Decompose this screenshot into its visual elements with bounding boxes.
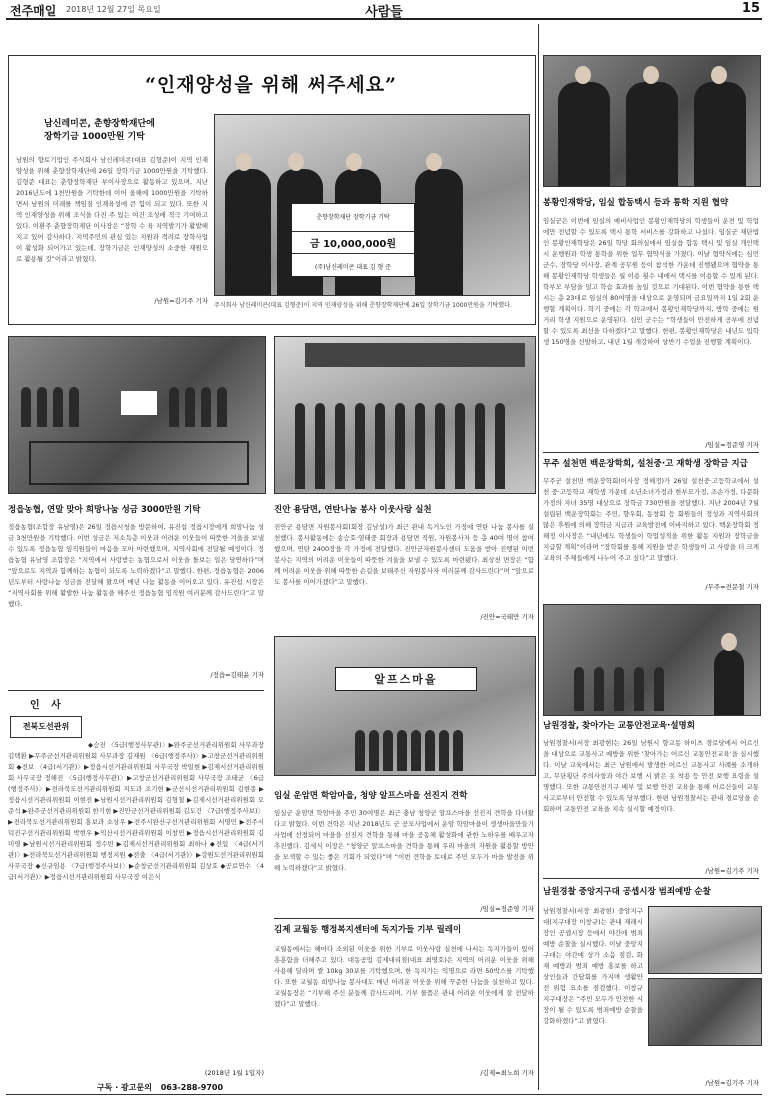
row2-mid-headline: 진안 용담면, 연탄나눔 봉사 이웃사랑 실천: [274, 505, 432, 515]
visitor-figure: [397, 730, 407, 771]
row4-mid-body: 교월동에서는 해마다 소외된 이웃을 위한 기부로 이웃사랑 실천에 나서는 독지가들이 있어 훈훈함을 더해주고 있다. 대동공업 김제대리점(대표 최명호)은 지역의 어려운 이웃을 위해 사용해 달라며 쌀 10kg 30포를 기탁했으며, 한 독지가는 익명으로 라면 50박스를 기탁했다. 또한 교월동 희망나눔 봉사대도 매년 어려운 이웃을 위해 꾸준한 나눔을 실천하고 있다. 교월동장은 “기부해 주신 분들께 감사드리며, 기부 물품은 관내 어려운 이웃에게 잘 전달하겠다”고 말했다.: [274, 945, 534, 1008]
row3-mid-photo: [274, 636, 536, 776]
volunteer-figure: [295, 403, 305, 489]
row4-mid-headline: 김제 교월동 행정복지센터에 독지가들 기부 릴레이: [274, 925, 462, 935]
volunteer-figure: [435, 403, 445, 489]
volunteer-figure: [395, 403, 405, 489]
lead-body: 남원의 향토기업인 주식회사 남신레미콘(대표 김형준)이 지역 인재양성을 위해 춘향장학재단에 26일 장학기금 1000만원을 기탁했다. 김형준 대표는 춘향장학재단 부이사장으로 활동하고 있으며, 지난 2016년도에 1천만원을 기탁한데 이어 올해에 1000만원을 기탁하면서 남원의 미래를 책임질 인재육성에 큰 힘이 되고 있다. 또한 지역 인재양성을 위해 조식을 다진 주 있는 여건 조성에 적극 기여하고 있다. 이환주 춘향장학재단 이사장은 “장학 수 육 지역발기가 활발해지고 있어 감사하다. 지역주민의 관심 있는 지원과 격려로 장학사업이 활성화 되어가고 있는데, 장학기금은 인재양성의 소중한 재원으로 활용될 것”이라고 밝혔다.: [16, 156, 208, 263]
volunteer-figure: [455, 403, 465, 489]
lead-quote-headline: “인재양성을 위해 써주세요”: [145, 74, 397, 96]
person-figure: [69, 387, 79, 427]
person-figure: [225, 169, 271, 295]
audience-figure: [654, 667, 664, 711]
volunteer-figure: [475, 403, 485, 489]
personnel-section-title: 인 사: [30, 700, 65, 711]
lead-photo-caption: 주식회사 남신레미콘(대표 김형준)이 지역 인재양성을 위해 춘향장학재단에 26일 장학기금 1000만원을 기탁했다.: [214, 302, 512, 309]
row2-left-photo: [8, 336, 266, 494]
audience-figure: [634, 667, 644, 711]
personnel-list: ◆승진 〈5급(행정사무관)〉▶완주군선거관리위원회 사무과장 김택환 ▶무주군선거관리위원회 사무과장 김재원 〈6급(행정주사)〉▶고창군선거관리위원회 ◆전보 〈4급(서기관)〉▶정읍시선거관리위원회 사무국장 박일현 ▶김제시선거관리위원회 사무국장 정해진 〈5급(행정사무관)〉▶고창군선거관리위원회 사무국장 조태균 〈6급(행정주사)〉▶전라북도선거관리위원회 지도과 조기현 ▶군산시선거관리위원회 김현종 ▶정읍시선거관리위원회 이현진 ▶남원시선거관리위원회 김형철 ▶김제시선거관리위원회 오준석 ▶완주군선거관리위원회 한기현 ▶진안군선거관리위원회 김도건 〈7급(행정주사보)〉▶전라북도선거관리위원회 홍보과 소상우 ▶전주시완산구선거관리위원회 서영민 ▶전주시덕진구선거관리위원회 박현우 ▶익산시선거관리위원회 이창민 ▶정읍시선거관리위원회 김미영 ▶남원시선거관리위원회 정수빈 ▶김제시선거관리위원회 최하나 ◆전입 〈4급(서기관)〉▶전라북도선거관리위원회 행정지원 ◆전출 〈4급(서기관)〉▶강원도선거관리위원회 사무국장 ◆신규임용 〈7급(행정주사보)〉▶순창군선거관리위원회 김상호 ◆공로연수 〈4급(서기관)〉▶정읍시선거관리위원회 사무국장 이은식: [8, 741, 264, 881]
right-low-headline: 남원경찰, 찾아가는 교통안전교육·설명회: [543, 721, 695, 731]
visitor-figure: [355, 730, 365, 771]
visitor-figure: [453, 730, 463, 771]
lead-subhead-2: 장학기금 1000만원 기탁: [44, 132, 145, 142]
section-divider: [8, 690, 264, 691]
subscription-phone: 063-288-9700: [160, 1083, 224, 1092]
right-bottom-headline: 남원경찰 중앙지구대 공셉시장 범죄예방 순찰: [543, 887, 711, 897]
person-figure: [415, 169, 463, 295]
right-mid-headline: 무주 설천면 백운장학회, 설천중·고 재학생 장학금 지급: [543, 459, 748, 469]
row2-left-headline: 정읍농협, 연말 맞아 희망나눔 성금 3000만원 기탁: [8, 505, 201, 515]
person-figure: [694, 82, 746, 186]
page-number: 15: [741, 1, 760, 16]
row2-left-body: 정읍농협(조합장 유남영)은 26일 정읍시청을 방문하여, 유진섭 정읍시장에게 희망나눔 성금 3천만원을 기탁했다. 이번 성금은 저소득층 이웃과 어려운 이웃들이 따뜻한 겨울을 보낼 수 있도록 정읍농협 임직원들이 마음을 모아 마련했으며, 지역사회에 전달될 예정이다. 정읍농협 유남영 조합장은 “지역에서 사랑받는 농협으로서 이웃을 돌보는 일은 당연하다”며 “앞으로도 지역과 함께하는 농협이 되도록 노력하겠다”고 말했다. 한편, 정읍농협은 2006년도부터 사랑나눔 성금을 전달해 왔으며 매년 나눔 활동을 이어오고 있다. 유진섭 시장은 “지역사회를 위해 활발한 나눔 활동을 해주신 정읍농협 임직원 여러분께 감사드린다”고 말했다.: [8, 523, 264, 608]
right-bottom-photo-1: [648, 906, 762, 974]
audience-figure: [574, 667, 584, 711]
person-figure: [217, 387, 227, 427]
row2-mid-byline: /진안=국태만 기자: [480, 613, 534, 621]
section-divider: [543, 878, 759, 879]
donation-cheque-board: [291, 203, 415, 277]
row3-mid-body: 임실군 운암면 학암마을 주민 30여명은 최근 충남 청양군 알프스마을 선진지 견학을 다녀왔다고 밝혔다. 이번 견학은 지난 2018년도 군 공모사업에서 운암 학암마을이 생생마을만들기 사업에 선정되어 마을을 선진지 견학을 통해 마을 공동체 활성화에 관한 노하우를 배우고자 추진했다. 김세식 이장은 “청양군 알프스마을 견학을 통해 우리 마을의 자원을 활용할 방안을 모색할 수 있는 좋은 기회가 되었다”며 “이번 견학을 토대로 주민 모두가 마을 발전을 위해 노력하겠다”고 밝혔다.: [274, 809, 534, 872]
section-divider: [543, 452, 759, 453]
row2-left-byline: /정읍=김태윤 기자: [210, 671, 264, 679]
section-title: 사람들: [365, 5, 403, 20]
visitor-figure: [369, 730, 379, 771]
volunteer-figure: [415, 403, 425, 489]
donation-board: [121, 391, 157, 415]
personnel-date: (2018년 1월 1일자): [204, 1069, 264, 1077]
row3-mid-byline: /임실=정준영 기자: [480, 905, 534, 913]
right-low-body: 남원경찰서(서장 최광현)는 26일 남원시 향교동 하이츠 경로당에서 어르신을 대상으로 교통사고 예방을 위한 ‘찾아가는 어르신 교통안전교육’을 실시했다. 이날 교육에서는 최근 남원에서 발생한 어르신 교통사고 사례를 소개하고, 무단횡단 주의사항과 야간 보행 시 밝은 옷 착용 등 안전 보행 요령을 설명했다. 또한 교통안전기구 배부 및 보행 안전 교육을 통해 어르신들이 교통사고로부터 안전할 수 있도록 당부했다. 한편 남원경찰서는 관내 경로당을 순회하며 교통안전 교육을 지속 실시할 예정이다.: [543, 739, 759, 813]
lead-byline: /남원=김기주 기자: [154, 297, 208, 305]
section-divider: [274, 918, 534, 919]
right-top-byline: /임실=정준영 기자: [705, 441, 759, 449]
row4-mid-byline: /김제=최노희 기자: [480, 1069, 534, 1077]
volunteer-figure: [315, 403, 325, 489]
personnel-org-tag: 전북도선관위: [10, 716, 82, 738]
right-top-headline: 봉황인재학당, 임실 합동택시 등과 통학 지원 협약: [543, 198, 729, 208]
audience-figure: [594, 667, 604, 711]
person-figure: [169, 387, 179, 427]
right-low-photo: [543, 604, 761, 716]
lead-photo: [214, 114, 530, 296]
right-bottom-body: 남원경찰서(서장 최광현) 중앙지구대(지구대장 이창규)는 관내 재래시장인 공셉시장 등에서 야간에 범죄예방 순찰을 실시했다. 이날 중앙지구대는 야간에 상가 소음 점검, 화재 예방과 범죄 예방 홍보를 하고 상인들과 간담회를 가지며 생활안전 위험 요소를 점검했다. 이창규 지구대장은 “주민 모두가 안전한 시장이 될 수 있도록 범죄예방 순찰을 강화하겠다”고 밝혔다.: [543, 907, 643, 1025]
footer-contact: [70, 1082, 250, 1093]
person-figure: [201, 387, 211, 427]
right-mid-byline: /무주=전문철 기자: [705, 583, 759, 591]
visitor-figure: [411, 730, 421, 771]
cheque-amount: 금 10,000,000원: [292, 231, 414, 254]
newspaper-brand: 전주매일: [10, 4, 57, 18]
right-low-byline: /남원=김기주 기자: [705, 867, 759, 875]
roof-shape: [305, 343, 525, 367]
conference-table: [29, 441, 249, 485]
volunteer-figure: [495, 403, 505, 489]
right-top-photo: [543, 55, 761, 187]
lead-subhead-1: 남신레미콘, 춘향장학재단에: [44, 119, 155, 129]
person-figure: [626, 82, 678, 186]
visitor-figure: [439, 730, 449, 771]
person-figure: [558, 82, 610, 186]
right-top-body: 임실군은 이번에 임실의 예비사업인 봉황인재학당의 학생들이 운전 및 학업에만 전념할 수 있도록 택시 통학 서비스를 강화하고 나섰다. 임실군 재단법인 봉황인재학당은 26일 학당 회의실에서 임실읍 합동 택시 및 임실 개인택시 운행원과 학생 통학을 위한 업무 협약식을 가졌다. 이날 협약식에는 심민 군수, 장학당 이사장, 관계 공무원 등이 참석한 가운데 진행됐으며 협약을 통해 봉황인재학당 학생들은 월 이용 횟수 내에서 택시를 이용할 수 있게 된다. 학부모 부담을 덜고 학습 효과를 높일 것으로 기대된다. 이번 협약을 통한 택시는 총 23대로 임실의 80여명을 대상으로 운영되며 금요일까지 1일 2회 운행할 계획이다. 학기 중에는 각 학교에서 봉황인재학당까지, 방학 중에는 원거리 학생 지원으로 운영된다. 심민 군수는 “학생들이 안전하게 공부에 전념할 수 있도록 최선을 다하겠다”고 말했다. 한편, 봉황인재학당은 내년도 입학생 150명을 선발하고, 내년 1월 개강하여 상반기 수업을 진행할 계획이다.: [543, 217, 759, 346]
masthead-bar: [6, 0, 762, 20]
visitor-figure: [425, 730, 435, 771]
cheque-line-1: 춘향장학재단 장학기금 기탁: [316, 214, 390, 221]
village-sign-text: 알프스마을: [374, 673, 438, 686]
audience-figure: [614, 667, 624, 711]
footer-rule: [6, 1094, 762, 1095]
subscription-label: 구독 · 광고문의: [96, 1083, 152, 1092]
volunteer-figure: [335, 403, 345, 489]
column-divider: [538, 24, 539, 1090]
right-bottom-byline: /남원=김기주 기자: [705, 1079, 759, 1087]
row2-mid-body: 진안군 용담면 자원봉사회(회장 김남성)가 최근 관내 독거노인 가정에 연탄 나눔 봉사를 실천했다. 봉사활동에는 송승호·염태중 회장과 용담면 직원, 자원봉사자 등 총 40여 명이 참여했으며, 연탄 2400장을 각 가정에 전달했다. 진안군자원봉사센터 도움을 받아 진행된 이번 봉사는 지역의 어려운 이웃들이 따뜻한 겨울을 보낼 수 있도록 마련됐다. 최상천 면장은 “함께 어려운 이웃을 위해 따뜻한 손길을 보태주신 자원봉사자 여러분께 감사드린다”며 “앞으로도 봉사를 이어가겠다”고 말했다.: [274, 523, 534, 586]
volunteer-figure: [355, 403, 365, 489]
row3-mid-headline: 임실 운암면 학암마을, 청양 알프스마을 선진지 견학: [274, 791, 468, 801]
speaker-figure: [714, 649, 744, 715]
person-figure: [37, 387, 47, 427]
person-figure: [21, 387, 31, 427]
person-figure: [185, 387, 195, 427]
village-sign: [335, 667, 477, 691]
volunteer-figure: [375, 403, 385, 489]
issue-date: 2018년 12월 27일 목요일: [66, 5, 161, 14]
right-mid-body: 무주군 설천면 백운장학회(이사장 정해정)가 26일 설천중·고등학교에서 설천 중·고등학교 재학생 가운데 소년소녀가정과 한부모가정, 조손가정, 다문화가정의 자녀 35명 대상으로 장학금 730만원을 전달했다. 지난 2004년 7월 설립된 백운장학회는 주민, 향우회, 동창회 등 회원들의 정성과 지역사회의 많은 후원에 의해 장학금 지급과 교육발전에 이바지하고 있다. 백운장학회 정해정 이사장은 “내년에도 학생들이 학업성적을 위한 활동 지원과 장학금을 지급할 계획”이라며 “장학회를 통해 지원을 받은 학생들이 고 사랑을 더 크게 교육의 주체들에게 나누어 주고 싶다”고 말했다.: [543, 477, 759, 562]
row2-mid-photo: [274, 336, 536, 494]
cheque-line-3: (주)남신레미콘 대표 김 형 준: [314, 264, 392, 271]
person-figure: [53, 387, 63, 427]
visitor-figure: [383, 730, 393, 771]
right-bottom-photo-2: [648, 978, 762, 1046]
